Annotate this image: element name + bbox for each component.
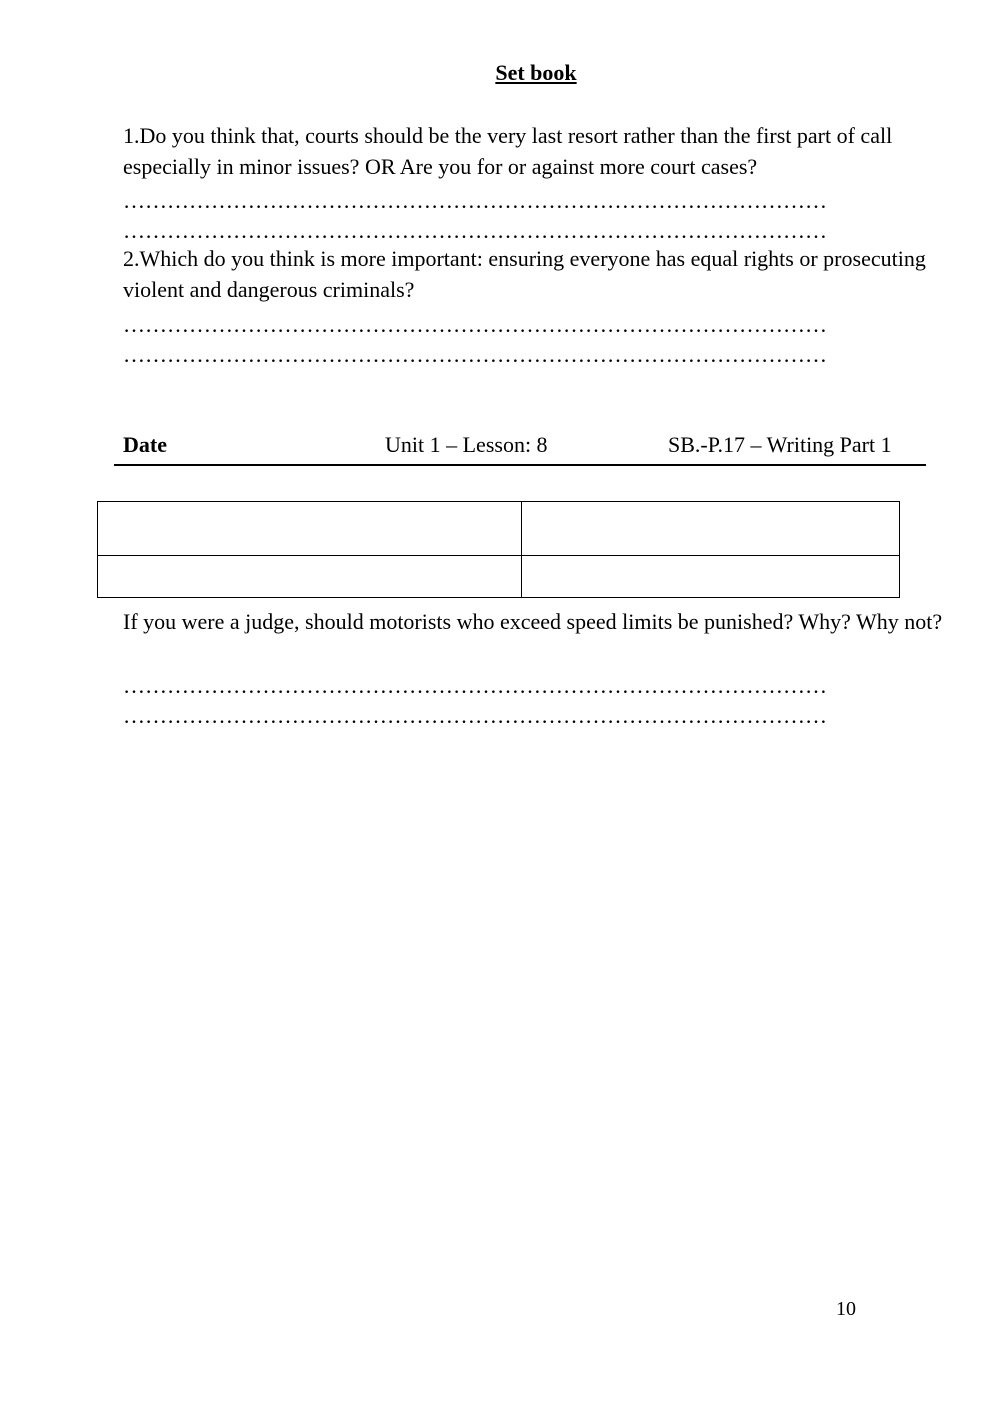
answer-line-1a: …………………………………………………………………………………… [123,188,827,213]
table-row [98,502,900,556]
table-cell[interactable] [522,502,900,556]
table-row [98,556,900,598]
question-3: If you were a judge, should motorists who exceed speed limits be punished? Why? Why not? [123,609,943,634]
page-number: 10 [836,1298,856,1320]
date-label: Date [123,432,167,457]
header-divider [114,464,926,466]
answer-line-3a: …………………………………………………………………………………… [123,673,827,698]
answer-line-2a: …………………………………………………………………………………… [123,312,827,337]
table-cell[interactable] [98,502,522,556]
table-cell[interactable] [98,556,522,598]
answer-line-3b: …………………………………………………………………………………… [123,703,827,728]
page-title: Set book [495,60,577,85]
question-2: 2.Which do you think is more important: ensuring everyone has equal rights or prosecuting violent and dangerous criminals? [123,246,926,302]
answer-table [97,501,900,598]
reference-label: SB.-P.17 – Writing Part 1 [668,432,892,457]
answer-line-1b: …………………………………………………………………………………… [123,218,827,243]
table-cell[interactable] [522,556,900,598]
lesson-label: Unit 1 – Lesson: 8 [385,432,548,457]
question-1: 1.Do you think that, courts should be the very last resort rather than the first part of call especially in minor issues? OR Are you for or against more court cases? [123,123,893,179]
answer-line-2b: …………………………………………………………………………………… [123,342,827,367]
